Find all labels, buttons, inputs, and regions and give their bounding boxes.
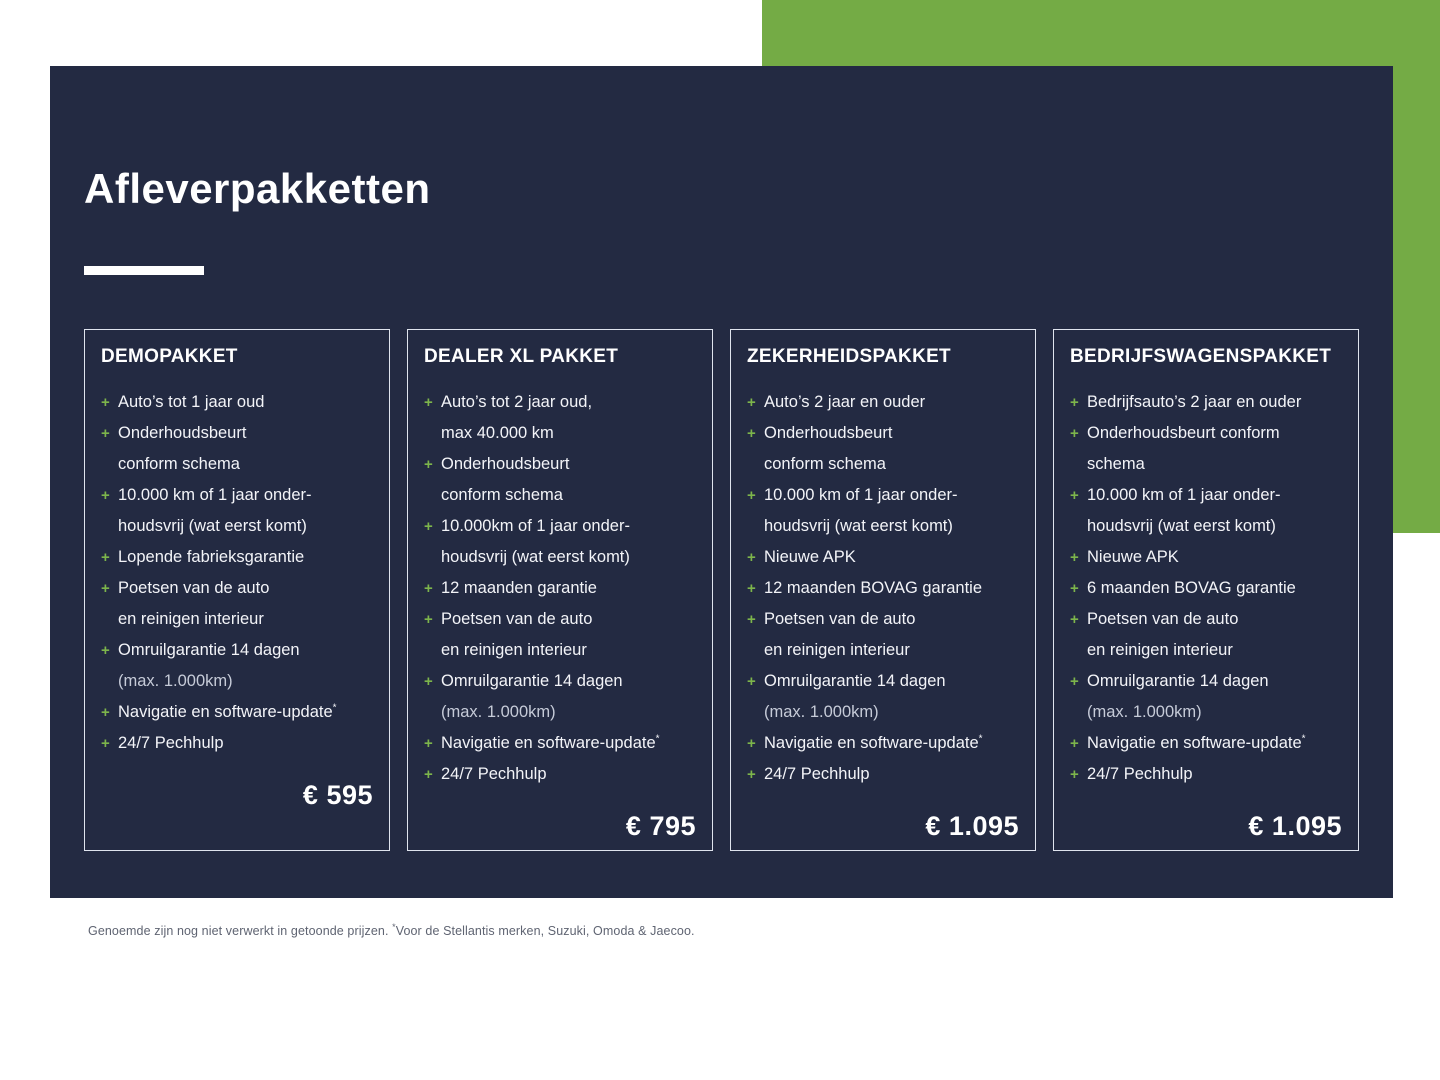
- feature-line: en reinigen interieur: [441, 641, 587, 659]
- feature-item: [747, 666, 1021, 728]
- feature-item: [1070, 387, 1344, 418]
- plus-icon: +: [747, 611, 756, 628]
- feature-line: conform schema: [764, 455, 886, 473]
- feature-line: en reinigen interieur: [1087, 641, 1233, 659]
- feature-line: Nieuwe APK: [764, 548, 856, 566]
- feature-item: [1070, 604, 1344, 666]
- feature-item: [101, 697, 375, 728]
- feature-item: [1070, 666, 1344, 728]
- feature-item: [747, 604, 1021, 666]
- feature-line: Onderhoudsbeurt: [764, 424, 893, 442]
- feature-line: Omruilgarantie 14 dagen: [441, 672, 623, 690]
- plus-icon: +: [424, 735, 433, 752]
- plus-icon: +: [1070, 766, 1079, 783]
- plus-icon: +: [101, 580, 110, 597]
- package-title: DEALER XL PAKKET: [424, 346, 619, 367]
- feature-line: Poetsen van de auto: [441, 610, 593, 628]
- feature-item: [101, 542, 375, 573]
- feature-item: [1070, 573, 1344, 604]
- package-title: BEDRIJFSWAGENSPAKKET: [1070, 346, 1332, 367]
- feature-line: 24/7 Pechhulp: [441, 765, 547, 783]
- package-feature-list: [1070, 387, 1344, 790]
- feature-item: [1070, 418, 1344, 480]
- title-underline: [84, 266, 204, 275]
- feature-line: 24/7 Pechhulp: [764, 765, 870, 783]
- page-title: Afleverpakketten: [84, 165, 431, 212]
- feature-line: houdsvrij (wat eerst komt): [1087, 517, 1276, 535]
- feature-item: [747, 759, 1021, 790]
- feature-item: [101, 387, 375, 418]
- footnote-text-end: Voor de Stellantis merken, Suzuki, Omoda & Jaecoo.: [395, 924, 695, 938]
- feature-line: 12 maanden garantie: [441, 579, 597, 597]
- plus-icon: +: [747, 766, 756, 783]
- package-title: ZEKERHEIDSPAKKET: [747, 346, 951, 367]
- package-price: € 595: [302, 780, 373, 810]
- feature-item: [1070, 728, 1344, 759]
- package-card: [84, 329, 390, 851]
- plus-icon: +: [424, 518, 433, 535]
- feature-line: Nieuwe APK: [1087, 548, 1179, 566]
- feature-line: houdsvrij (wat eerst komt): [118, 517, 307, 535]
- feature-line: Auto’s 2 jaar en ouder: [764, 393, 926, 411]
- plus-icon: +: [747, 549, 756, 566]
- feature-line: Poetsen van de auto: [118, 579, 270, 597]
- footnote-text-start: Genoemde zijn nog niet verwerkt in getoonde prijzen.: [88, 924, 393, 938]
- feature-line: max 40.000 km: [441, 424, 554, 442]
- feature-item: [747, 418, 1021, 480]
- plus-icon: +: [101, 642, 110, 659]
- feature-line: Onderhoudsbeurt: [118, 424, 247, 442]
- feature-item: [1070, 480, 1344, 542]
- plus-icon: +: [101, 487, 110, 504]
- feature-item: [101, 573, 375, 635]
- feature-line: 10.000 km of 1 jaar onder-: [1087, 486, 1281, 504]
- feature-line: Poetsen van de auto: [1087, 610, 1239, 628]
- feature-item: [424, 449, 698, 511]
- feature-line: 12 maanden BOVAG garantie: [764, 579, 982, 597]
- package-card: [407, 329, 713, 851]
- feature-line: Navigatie en software-update*: [764, 733, 983, 752]
- feature-line: Omruilgarantie 14 dagen: [118, 641, 300, 659]
- feature-item: [101, 480, 375, 542]
- feature-line: 10.000 km of 1 jaar onder-: [764, 486, 958, 504]
- plus-icon: +: [424, 673, 433, 690]
- feature-item: [424, 511, 698, 573]
- feature-line: Navigatie en software-update*: [1087, 733, 1306, 752]
- plus-icon: +: [1070, 611, 1079, 628]
- plus-icon: +: [1070, 673, 1079, 690]
- package-price: € 1.095: [925, 811, 1019, 841]
- feature-line: 24/7 Pechhulp: [1087, 765, 1193, 783]
- feature-line: Onderhoudsbeurt conform: [1087, 424, 1280, 442]
- feature-line: Navigatie en software-update*: [441, 733, 660, 752]
- plus-icon: +: [101, 394, 110, 411]
- feature-line: conform schema: [118, 455, 240, 473]
- feature-item: [424, 387, 698, 449]
- feature-line: (max. 1.000km): [764, 703, 879, 721]
- feature-line: (max. 1.000km): [441, 703, 556, 721]
- feature-line: (max. 1.000km): [1087, 703, 1202, 721]
- feature-line: conform schema: [441, 486, 563, 504]
- feature-item: [747, 573, 1021, 604]
- plus-icon: +: [101, 425, 110, 442]
- feature-item: [747, 728, 1021, 759]
- plus-icon: +: [101, 549, 110, 566]
- plus-icon: +: [1070, 580, 1079, 597]
- plus-icon: +: [424, 580, 433, 597]
- plus-icon: +: [1070, 394, 1079, 411]
- package-price: € 795: [625, 811, 696, 841]
- plus-icon: +: [747, 673, 756, 690]
- plus-icon: +: [1070, 735, 1079, 752]
- plus-icon: +: [424, 611, 433, 628]
- feature-line: en reinigen interieur: [118, 610, 264, 628]
- feature-line: Poetsen van de auto: [764, 610, 916, 628]
- footnote: [88, 921, 695, 938]
- feature-item: [1070, 542, 1344, 573]
- feature-line: schema: [1087, 455, 1145, 473]
- package-card: [1053, 329, 1359, 851]
- feature-line: Navigatie en software-update*: [118, 702, 337, 721]
- feature-line: 10.000 km of 1 jaar onder-: [118, 486, 312, 504]
- plus-icon: +: [1070, 549, 1079, 566]
- feature-item: [424, 666, 698, 728]
- feature-item: [101, 418, 375, 480]
- feature-line: 6 maanden BOVAG garantie: [1087, 579, 1296, 597]
- feature-line: (max. 1.000km): [118, 672, 233, 690]
- feature-item: [424, 728, 698, 759]
- feature-line: Auto’s tot 2 jaar oud,: [441, 393, 593, 411]
- feature-item: [747, 542, 1021, 573]
- plus-icon: +: [101, 735, 110, 752]
- feature-line: Omruilgarantie 14 dagen: [764, 672, 946, 690]
- feature-line: houdsvrij (wat eerst komt): [441, 548, 630, 566]
- feature-item: [747, 387, 1021, 418]
- feature-line: houdsvrij (wat eerst komt): [764, 517, 953, 535]
- footnote-asterisk: *: [392, 921, 396, 932]
- cards-row: [84, 329, 1359, 851]
- feature-line: Auto’s tot 1 jaar oud: [118, 393, 265, 411]
- feature-item: [101, 635, 375, 697]
- package-feature-list: [747, 387, 1021, 790]
- package-feature-list: [424, 387, 698, 790]
- feature-line: en reinigen interieur: [764, 641, 910, 659]
- feature-line: Onderhoudsbeurt: [441, 455, 570, 473]
- package-price: € 1.095: [1248, 811, 1342, 841]
- package-card: [730, 329, 1036, 851]
- main-panel: [50, 66, 1393, 898]
- feature-item: [1070, 759, 1344, 790]
- plus-icon: +: [747, 487, 756, 504]
- plus-icon: +: [747, 425, 756, 442]
- plus-icon: +: [747, 580, 756, 597]
- plus-icon: +: [101, 704, 110, 721]
- plus-icon: +: [424, 456, 433, 473]
- feature-line: Bedrijfsauto’s 2 jaar en ouder: [1087, 393, 1302, 411]
- plus-icon: +: [424, 394, 433, 411]
- package-feature-list: [101, 387, 375, 759]
- feature-item: [747, 480, 1021, 542]
- plus-icon: +: [424, 766, 433, 783]
- feature-item: [424, 604, 698, 666]
- feature-line: 10.000km of 1 jaar onder-: [441, 517, 630, 535]
- feature-item: [101, 728, 375, 759]
- feature-item: [424, 573, 698, 604]
- feature-line: 24/7 Pechhulp: [118, 734, 224, 752]
- plus-icon: +: [747, 394, 756, 411]
- plus-icon: +: [1070, 425, 1079, 442]
- plus-icon: +: [1070, 487, 1079, 504]
- plus-icon: +: [747, 735, 756, 752]
- feature-line: Omruilgarantie 14 dagen: [1087, 672, 1269, 690]
- feature-item: [424, 759, 698, 790]
- package-title: DEMOPAKKET: [101, 346, 238, 367]
- feature-line: Lopende fabrieksgarantie: [118, 548, 305, 566]
